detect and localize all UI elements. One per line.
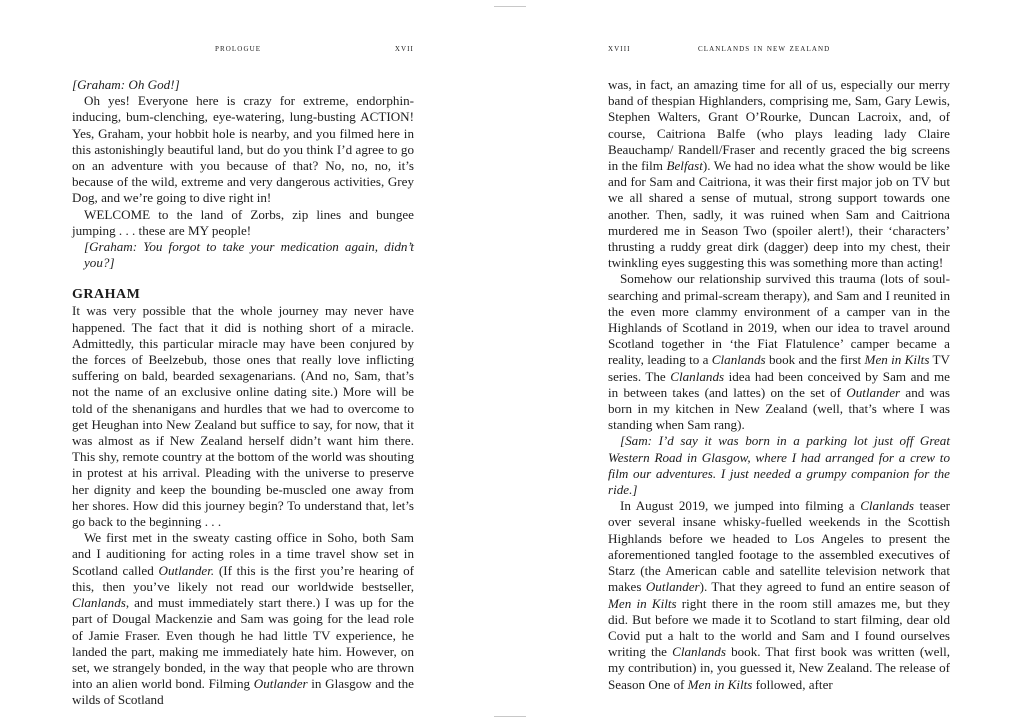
section-heading: GRAHAM: [72, 287, 141, 303]
paragraph: We first met in the sweaty casting office in Soho, both Sam and I auditioning for acting roles in a time travel show set in Scotland called Outlander. (If this is the first you’re hearing of this, then you’ve likely not read our worldwide bestseller, Clanlands, and must immediately start there.) I was up for the part of Dougal Mackenzie and Sam was going for the lead role of Jamie Fraser. Even though he had little TV experience, he landed the part, making me immediately hate him. However, on set, we strangely bonded, in the way that people who are thrown into an alien world bond. Filming Outlander in Glasgow and the wilds of Scotland: [72, 530, 414, 708]
page-number: xvii: [394, 44, 414, 54]
paragraph: WELCOME to the land of Zorbs, zip lines and bungee jumping . . . these are MY people!: [72, 206, 414, 238]
sam-aside: [Sam: I’d say it was born in a parking lot just off Great Western Road in Glasgow, where I had arranged for a crew to film our adventures. I just needed a grumpy companion for the ride.]: [608, 433, 950, 498]
left-running-head: [72, 44, 414, 58]
right-body-text: [608, 77, 950, 693]
bottom-page-marker: [494, 716, 526, 717]
top-page-marker: [494, 6, 526, 7]
paragraph: Somehow our relationship survived this trauma (lots of soul-searching and primal-scream therapy), and Sam and I reunited in the even more clammy environment of a camper van in the Highlands of Scotland in 2019, when our idea to travel around Scotland together in ‘the Fiat Flatulence’ camper became a reality, leading to a Clanlands book and the first Men in Kilts TV series. The Clanlands idea had been conceived by Sam and me in between takes (and lattes) on the set of Outlander and was born in my kitchen in New Zealand (well, that’s where I was standing when Sam rang).: [608, 271, 950, 433]
left-body-text: [72, 77, 414, 709]
right-running-head: [608, 44, 950, 58]
paragraph: Oh yes! Everyone here is crazy for extreme, endorphin-inducing, bum-clenching, eye-watering, lung-busting ACTION! Yes, Graham, your hobbit hole is nearby, and you filmed here in this astonishingly beautiful land, but do you think I’d agree to go on an adventure with you because of that? No, no, no, it’s because of the wild, extreme and very dangerous activities, Grey Dog, and we’re going to dive right in!: [72, 93, 414, 206]
running-head-title: clanlands in new zealand: [698, 44, 831, 54]
paragraph: was, in fact, an amazing time for all of us, especially our merry band of thespian Highlanders, comprising me, Sam, Gary Lewis, Stephen Walters, Grant O’Rourke, Duncan Lacroix, and, of course, Caitriona Balfe (who plays leading lady Claire Beauchamp/ Randell/Fraser and recently graced the big screens in the film Belfast). We had no idea what the show would be like and for Sam and Caitriona, it was their first major job on TV but we all shared a sense of mutual, strong support towards one another. Then, sadly, it was ruined when Sam and Caitriona murdered me in Season Two (spoiler alert!), their ‘characters’ thrusting a ruddy great dirk (dagger) deep into my chest, their twinkling eyes suggesting this was something more than acting!: [608, 77, 950, 271]
page-number: xviii: [608, 44, 631, 54]
paragraph: In August 2019, we jumped into filming a Clanlands teaser over several insane whisky-fuelled weekends in the Scottish Highlands before we headed to Los Angeles to present the aforementioned tangled footage to the assembled executives of Starz (the American cable and satellite television network that makes Outlander). That they agreed to fund an entire season of Men in Kilts right there in the room still amazes me, but they did. But before we made it to Scotland to start filming, dear old Covid put a halt to the world and Sam and I found ourselves writing the Clanlands book. That first book was written (well, my contribution) in, you guessed it, New Zealand. The release of Season One of Men in Kilts followed, after: [608, 498, 950, 692]
graham-aside: [Graham: Oh God!]: [72, 77, 180, 92]
running-head-title: prologue: [215, 44, 262, 54]
graham-aside: [Graham: You forgot to take your medication again, didn’t you?]: [84, 239, 414, 271]
paragraph: It was very possible that the whole journey may never have happened. The fact that it did is nothing short of a miracle. Admittedly, this particular miracle may have been conjured by the forces of Beelzebub, those ones that really love inflicting suffering on bald, bearded sexagenarians. (And no, Sam, that’s not the name of an exclusive online dating site.) More will be told of the shenanigans and hurdles that we had to overcome to get Heughan into New Zealand but suffice to say, for now, that it was almost as if New Zealand herself didn’t want him there. This shy, remote country at the bottom of the world was shouting in protest at his arrival. Pleading with the universe to preserve her dignity and keep the bounding be-muscled one away from her shores. How did this journey begin? To understand that, let’s go back to the beginning . . .: [72, 303, 414, 530]
